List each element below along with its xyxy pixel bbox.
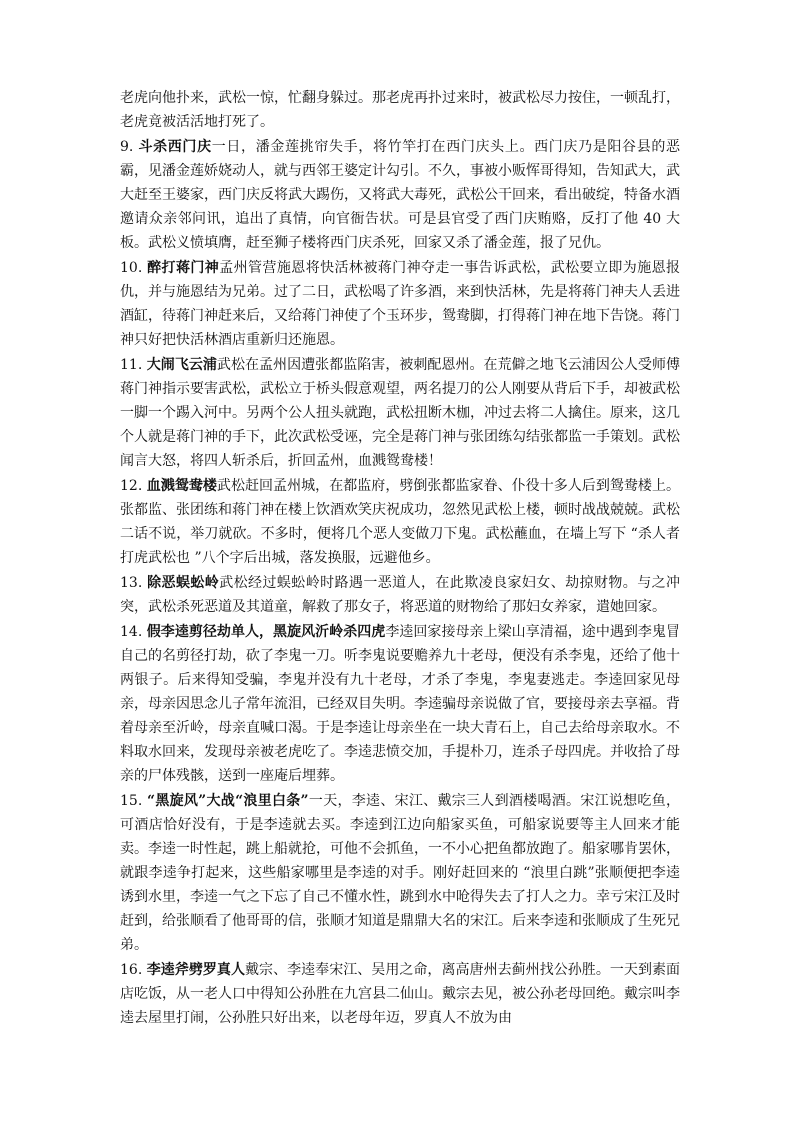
- paragraph-heading: 假李逵剪径劫单人，黑旋风沂岭杀四虎: [146, 624, 386, 640]
- paragraph-text: 一天，李逵、宋江、戴宗三人到酒楼喝酒。宋江说想吃鱼，可酒店恰好没有，于是李逵就去买。李逵到江边向船家买鱼，可船家说要等主人回来才能卖。李逵一时性起，跳上船就抢，可他不会抓鱼，一不小心把鱼都放跑了。船家哪肯罢休，就跟李逵争打起来，这些船家哪里是李逵的对手。刚好赶回来的 “浪里白跳”张顺便把李逵诱到水里，李逵一气之下忘了自己不懂水性，跳到水中呛得失去了打人之力。幸亏宋江及时赶到，给张顺看了他哥哥的信，张顺才知道是鼎鼎大名的宋江。后来李逵和张顺成了生死兄弟。: [120, 793, 680, 953]
- document-page: [120, 86, 680, 1031]
- paragraph-text: 武松经过蜈蚣岭时路遇一恶道人，在此欺凌良家妇女、劫掠财物。与之冲突，武松杀死恶道及其道童，解救了那女子，将恶道的财物给了那妇女养家，遣她回家。: [120, 575, 681, 615]
- paragraph-heading: 醉打蒋门神: [147, 260, 220, 276]
- paragraph-heading: 大闹飞云浦: [146, 357, 217, 373]
- paragraph-text: 李逵回家接母亲上梁山享清福，途中遇到李鬼冒自己的名剪径打劫，砍了李鬼一刀。听李鬼说要赡养九十老母，便没有杀李鬼，还给了他十两银子。后来得知受骗，李鬼并没有九十老母，才杀了李鬼，李鬼妻逃走。李逵回家见母亲，母亲因思念儿子常年流泪，已经双目失明。李逵骗母亲说做了官，要接母亲去享福。背着母亲至沂岭，母亲直喊口渴。于是李逵让母亲坐在一块大青石上，自己去给母亲取水。不料取水回来，发现母亲被老虎吃了。李逵悲愤交加，手提朴刀，连杀子母四虎。并收拾了母亲的尸体残骸，送到一座庵后埋葬。: [120, 624, 681, 784]
- paragraph-number: 10.: [120, 260, 143, 276]
- paragraph-12: [120, 474, 680, 570]
- paragraph-text: 孟州管营施恩将快活林被蒋门神夺走一事告诉武松，武松要立即为施恩报仇，并与施恩结为兄弟。过了二日，武松喝了许多酒，来到快活林，先是将蒋门神夫人丢进酒缸，待蒋门神赶来后，又给蒋门神使了个玉环步，鸳鸯脚，打得蒋门神在地下告饶。蒋门神只好把快活林酒店重新归还施恩。: [120, 260, 681, 348]
- paragraph-11: [120, 353, 680, 473]
- paragraph-number: 13.: [120, 575, 143, 591]
- paragraph-number: 12.: [120, 478, 143, 494]
- paragraph-number: 11.: [120, 357, 143, 373]
- paragraph-text: 戴宗、李逵奉宋江、吴用之命，离高唐州去蓟州找公孙胜。一天到素面店吃饭，从一老人口中得知公孙胜在九宫县二仙山。戴宗去见，被公孙老母回绝。戴宗叫李逵去屋里打闹，公孙胜只好出来，以老母年迈，罗真人不放为由: [120, 962, 681, 1026]
- paragraph-number: 16.: [120, 962, 143, 978]
- paragraph-text: 老虎向他扑来，武松一惊，忙翻身躲过。那老虎再扑过来时，被武松尽力按住，一顿乱打，老虎竟被活活地打死了。: [120, 90, 680, 130]
- paragraph-text: 一日，潘金莲挑帘失手，将竹竿打在西门庆头上。西门庆乃是阳谷县的恶霸，见潘金莲娇娆动人，就与西邻王婆定计勾引。不久，事被小贩恽哥得知，告知武大，武大赶至王婆家，西门庆反将武大踢伤，又将武大毒死，武松公干回来，看出破绽，特备水酒邀请众亲邻问讯，追出了真情，向官衙告状。可是县官受了西门庆贿赂，反打了他 40 大板。武松义愤填膺，赶至狮子楼将西门庆杀死，回家又杀了潘金莲，报了兄仇。: [120, 139, 681, 251]
- paragraph-heading: 血溅鸳鸯楼: [146, 478, 217, 494]
- paragraph-heading: 除恶蜈蚣岭: [147, 575, 220, 591]
- paragraph-number: 9.: [120, 139, 134, 155]
- paragraph-intro: [120, 86, 680, 134]
- paragraph-15: [120, 789, 680, 957]
- paragraph-9: [120, 135, 680, 255]
- paragraph-16: [120, 958, 680, 1030]
- paragraph-13: [120, 571, 680, 619]
- paragraph-number: 14.: [120, 624, 143, 640]
- paragraph-text: 武松赶回孟州城，在都监府，劈倒张都监家眷、仆役十多人后到鸳鸯楼上。张都监、张团练和蒋门神在楼上饮酒欢笑庆祝成功，忽然见武松上楼，顿时战战兢兢。武松二话不说，举刀就砍。不多时，便将几个恶人变做刀下鬼。武松蘸血，在墙上写下 “杀人者打虎武松也 ”八个字后出城，落发换服，远避他乡。: [120, 478, 680, 566]
- paragraph-heading: 斗杀西门庆: [138, 139, 212, 155]
- paragraph-10: [120, 256, 680, 352]
- paragraph-heading: “黑旋风”大战“浪里白条”: [147, 793, 309, 809]
- paragraph-text: 武松在孟州因遭张都监陷害，被刺配恩州。在荒僻之地飞云浦因公人受师傅蒋门神指示要害武松，武松立于桥头假意观望，两名提刀的公人刚要从背后下手，却被武松一脚一个踢入河中。另两个公人扭头就跑，武松扭断木枷，冲过去将二人擒住。原来，这几个人就是蒋门神的手下，此次武松受诬，完全是蒋门神与张团练勾结张都监一手策划。武松闻言大怒，将四人斩杀后，折回孟州，血溅鸳鸯楼！: [120, 357, 680, 469]
- paragraph-heading: 李逵斧劈罗真人: [146, 962, 245, 978]
- paragraph-14: [120, 620, 680, 788]
- paragraph-number: 15.: [120, 793, 143, 809]
